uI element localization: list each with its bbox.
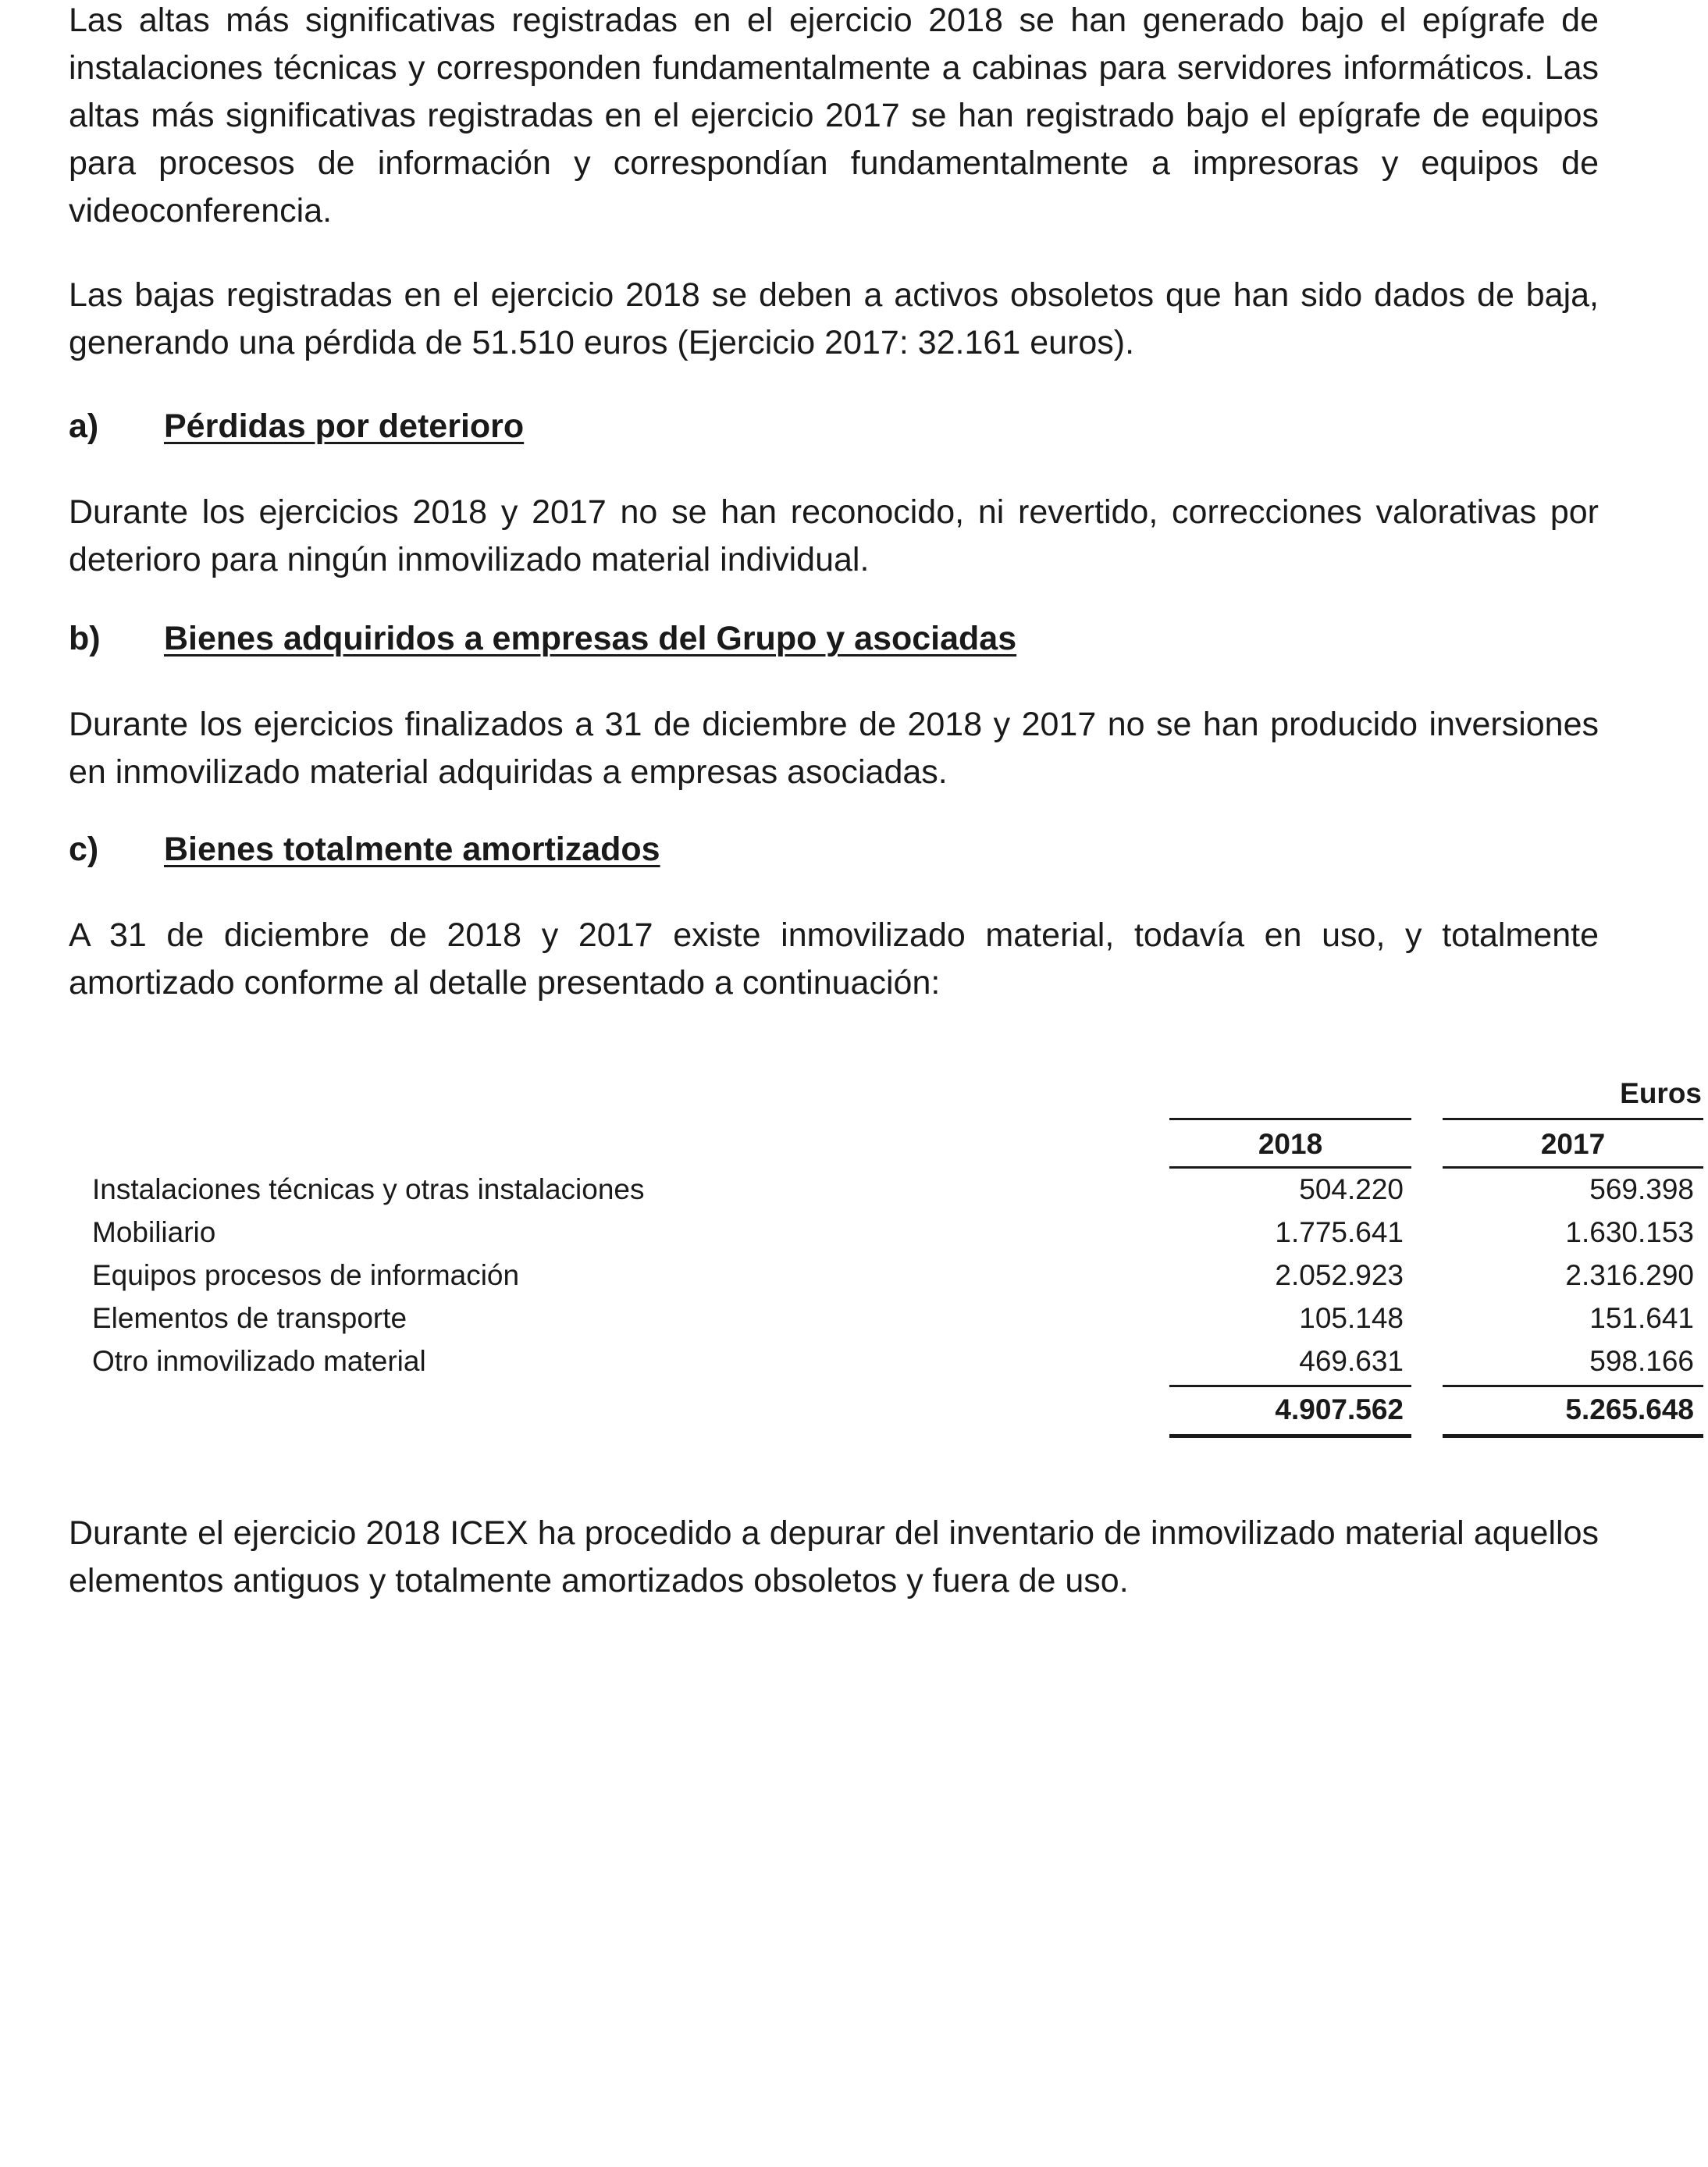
- section-letter: b): [69, 620, 101, 657]
- row-label: Instalaciones técnicas y otras instalaciones: [92, 1173, 645, 1205]
- header-row: [69, 1123, 1708, 1165]
- value-2017: 569.398: [1589, 1173, 1694, 1205]
- total-2017: 5.265.648: [1565, 1393, 1694, 1425]
- total-topline-2017: [1443, 1385, 1703, 1387]
- value-2017: 2.316.290: [1565, 1259, 1694, 1291]
- table-row: [69, 1168, 1708, 1211]
- section-title: Bienes adquiridos a empresas del Grupo y asociadas: [164, 620, 1017, 657]
- total-2018: 4.907.562: [1275, 1393, 1404, 1425]
- table-row: [69, 1254, 1708, 1297]
- section-letter: a): [69, 407, 99, 445]
- section-heading-b: [69, 615, 1016, 663]
- value-2018: 469.631: [1299, 1345, 1404, 1377]
- paragraph-depuracion: Durante el ejercicio 2018 ICEX ha procedido a depurar del inventario de inmovilizado material aquellos elementos antiguos y totalmente amortizados obsoletos y fuera de uso.: [69, 1514, 1599, 1599]
- paragraph-bajas: Las bajas registradas en el ejercicio 2018 se deben a activos obsoletos que han sido dados de baja, generando una pérdida de 51.510 euros (Ejercicio 2017: 32.161 euros).: [69, 276, 1599, 361]
- total-double-underline-2017: [1443, 1434, 1703, 1438]
- total-double-underline-2018: [1169, 1434, 1411, 1438]
- row-label: Elementos de transporte: [92, 1302, 407, 1334]
- row-label: Equipos procesos de información: [92, 1259, 520, 1291]
- section-title: Bienes totalmente amortizados: [164, 831, 660, 868]
- section-heading-a: [69, 403, 524, 450]
- section-title: Pérdidas por deterioro: [164, 407, 525, 445]
- value-2018: 2.052.923: [1275, 1259, 1404, 1291]
- value-2017: 1.630.153: [1565, 1216, 1694, 1248]
- value-2018: 504.220: [1299, 1173, 1404, 1205]
- table-row: [69, 1340, 1708, 1382]
- table-row: [69, 1211, 1708, 1254]
- unit-underline-2018: [1169, 1118, 1411, 1120]
- col-header-2018: 2018: [1258, 1128, 1323, 1160]
- value-2018: 105.148: [1299, 1302, 1404, 1334]
- row-label: Mobiliario: [92, 1216, 216, 1248]
- paragraph-amortizados: A 31 de diciembre de 2018 y 2017 existe inmovilizado material, todavía en uso, y totalmente amortizado conforme al detalle presentado a continuación:: [69, 916, 1599, 1002]
- row-label: Otro inmovilizado material: [92, 1345, 426, 1377]
- table-row: [69, 1297, 1708, 1340]
- paragraph-deterioro: Durante los ejercicios 2018 y 2017 no se han reconocido, ni revertido, correcciones valorativas por deterioro para ningún inmovilizado material individual.: [69, 493, 1599, 578]
- col-header-2017: 2017: [1540, 1128, 1606, 1160]
- paragraph-altas: Las altas más significativas registradas en el ejercicio 2018 se han generado bajo el epígrafe de instalaciones técnicas y corresponden fundamentalmente a cabinas para servidores informáticos. Las altas más significativas registradas en el ejercicio 2017 se han registrado bajo el epígrafe de equipos para procesos de información y correspondían fundamentalmente a impresoras y equipos de videoconferencia.: [69, 2, 1599, 230]
- section-letter: c): [69, 831, 99, 868]
- paragraph-bienes-grupo: Durante los ejercicios finalizados a 31 de diciembre de 2018 y 2017 no se han producido inversiones en inmovilizado material adquiridas a empresas asociadas.: [69, 706, 1599, 791]
- value-2017: 151.641: [1589, 1302, 1694, 1334]
- section-heading-c: [69, 826, 660, 874]
- total-topline-2018: [1169, 1385, 1411, 1387]
- value-2017: 598.166: [1589, 1345, 1694, 1377]
- value-2018: 1.775.641: [1275, 1216, 1404, 1248]
- unit-header: Euros: [1620, 1077, 1702, 1109]
- unit-underline-2017: [1443, 1118, 1703, 1120]
- total-row: [69, 1388, 1708, 1431]
